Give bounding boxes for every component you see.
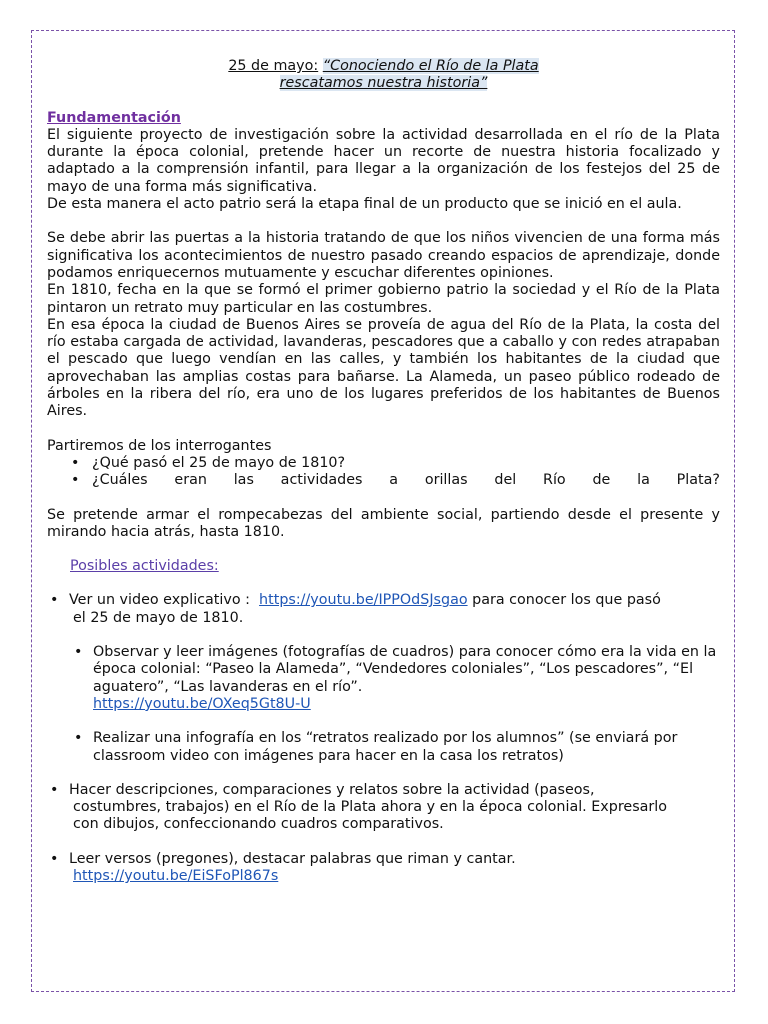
title-quote-line1: “Conociendo el Río de la Plata — [322, 58, 539, 74]
title-quote-line2: rescatamos nuestra historia” — [279, 75, 488, 92]
activity-item-descripciones — [47, 782, 720, 834]
bullet: • — [74, 644, 83, 661]
activity-text: Leer versos (pregones), destacar palabras que riman y cantar. — [69, 850, 516, 867]
paragraph-3: Se debe abrir las puertas a la historia tratando de que los niños vivencien de una forma más significativa los acontecimientos de nuestro pasado creando espacios de aprendizaje, donde podamos enriquecernos mutuamente y escuchar diferentes opiniones. — [47, 230, 720, 281]
bullet: • — [50, 781, 59, 798]
activity-text: con dibujos, confeccionando cuadros comparativos. — [73, 816, 444, 833]
paragraph-2: De esta manera el acto patrio será la etapa final de un producto que se inició en el aula. — [47, 196, 682, 213]
document-title — [47, 58, 720, 93]
youtube-link-1[interactable]: https://youtu.be/IPPOdSJsgao — [259, 592, 468, 609]
activity-text: Hacer descripciones, comparaciones y relatos sobre la actividad (paseos, — [69, 781, 595, 798]
bullet: • — [74, 730, 83, 747]
paragraph-6: Partiremos de los interrogantes — [47, 437, 272, 454]
paragraph-5: En esa época la ciudad de Buenos Aires se proveía de agua del Río de la Plata, la costa del río estaba cargada de actividad, lavanderas, pescadores que a caballo y con redes atrapaban el pescado que luego vendían en las calles, y también los habitantes de la ciudad que aprovechaban las amplias costas para bañarse. La Alameda, un paseo público rodeado de árboles en la ribera del río, era uno de los lugares preferidos de los habitantes de Buenos Aires. — [47, 316, 720, 420]
paragraph-7: Se pretende armar el rompecabezas del ambiente social, partiendo desde el presente y mirando hacia atrás, hasta 1810. — [47, 506, 720, 540]
activity-item-video — [47, 592, 720, 627]
list-item: • ¿Cuáles eran las actividades a orillas del Río de la Plata? — [47, 472, 720, 489]
title-date: 25 de mayo: — [228, 58, 319, 74]
activity-text: Realizar una infografía en los “retratos realizado por los alumnos” (se enviará por classroom video con imágenes para hacer en la casa los retratos) — [93, 730, 678, 764]
activity-text: costumbres, trabajos) en el Río de la Plata ahora y en la época colonial. Expresarlo — [73, 799, 668, 816]
document-body — [47, 58, 720, 885]
youtube-link-3[interactable]: https://youtu.be/EiSFoPl867s — [73, 867, 279, 884]
questions-list — [47, 455, 720, 490]
youtube-link-2[interactable]: https://youtu.be/OXeq5Gt8U-U — [93, 695, 311, 712]
bullet: • — [50, 850, 59, 867]
paragraph-1: El siguiente proyecto de investigación sobre la actividad desarrollada en el río de la Plata durante la época colonial, pretende hacer un recorte de nuestra historia focalizado y adaptado a la comprensión infantil, para llegar a la organización de los festejos del 25 de mayo de una forma más significativa. — [47, 126, 720, 195]
activity-item-infografia — [47, 730, 720, 765]
paragraph-4: En 1810, fecha en la que se formó el primer gobierno patrio la sociedad y el Río de la Plata pintaron un retrato muy particular en las costumbres. — [47, 282, 720, 316]
activity-item-images — [47, 644, 720, 713]
bullet: • — [50, 592, 59, 609]
activity-text: el 25 de mayo de 1810. — [73, 609, 244, 626]
section-heading-fundamentacion: Fundamentación — [47, 109, 181, 126]
activities-heading: Posibles actividades: — [70, 558, 219, 575]
list-item: • ¿Qué pasó el 25 de mayo de 1810? — [47, 455, 720, 472]
activity-text: Observar y leer imágenes (fotografías de cuadros) para conocer cómo era la vida en la época colonial: “Paseo la Alameda”, “Vendedores coloniales”, “Los pescadores”, “El aguatero”, “Las lavanderas en el río”. — [93, 644, 717, 695]
activity-text: Ver un video explicativo : — [69, 592, 250, 609]
activity-item-versos — [47, 851, 720, 886]
activity-text: para conocer los que pasó — [472, 592, 661, 609]
